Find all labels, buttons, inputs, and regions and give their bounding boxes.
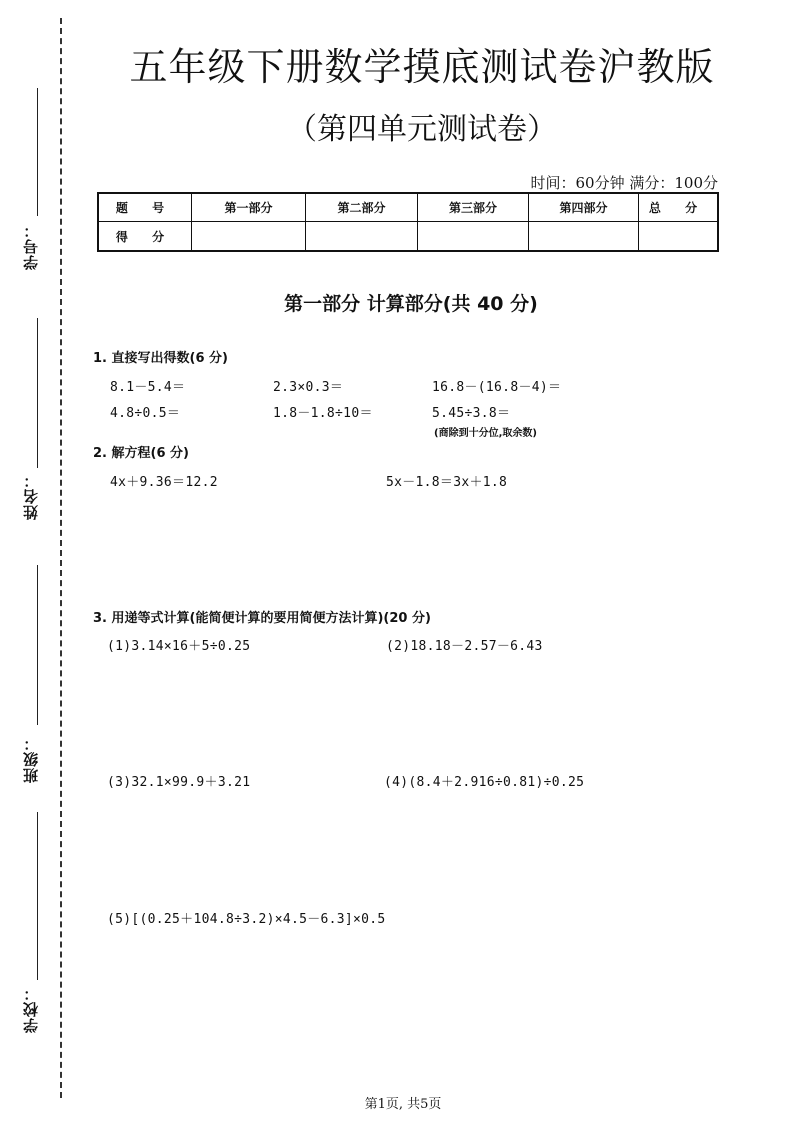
- q1-item-5: 1.8－1.8÷10＝: [273, 406, 373, 421]
- q3-item-3: (3)32.1×99.9＋3.21: [107, 775, 251, 790]
- page-footer: 第1页, 共5页: [364, 1097, 442, 1112]
- section-title: 第一部分 计算部分(共 40 分): [284, 293, 538, 315]
- header-question-number: 题 号: [98, 193, 192, 222]
- name-label: 姓名：: [22, 472, 40, 520]
- score-cell-part-1[interactable]: [192, 222, 306, 252]
- q1-item-2: 2.3×0.3＝: [273, 380, 344, 395]
- school-label: 学校：: [22, 985, 40, 1033]
- time-info: 时间：60分钟 满分：100分: [530, 174, 718, 192]
- student-id-label: 学号：: [22, 222, 40, 270]
- score-table-score-row: [98, 222, 718, 252]
- q2-equation-2: 5x－1.8＝3x＋1.8: [386, 475, 508, 490]
- row-label-score: 得 分: [98, 222, 192, 252]
- q1-item-6: 5.45÷3.8＝: [432, 406, 511, 421]
- q3-item-4: (4)(8.4＋2.916÷0.81)÷0.25: [384, 775, 585, 790]
- class-label: 班级：: [22, 735, 40, 783]
- binding-dashed-line: [60, 18, 62, 1098]
- page-title: 五年级下册数学摸底测试卷沪教版: [129, 45, 715, 89]
- q1-item-1: 8.1－5.4＝: [110, 380, 186, 395]
- q1-item-6-note: (商除到十分位,取余数): [434, 428, 537, 439]
- header-part-3: 第三部分: [418, 193, 529, 222]
- score-table-header-row: [98, 193, 718, 222]
- q3-item-5: (5)[(0.25＋104.8÷3.2)×4.5－6.3]×0.5: [107, 912, 386, 927]
- class-blank[interactable]: [37, 565, 38, 725]
- header-part-2: 第二部分: [306, 193, 418, 222]
- question-2-heading: 2. 解方程(6 分): [93, 446, 189, 461]
- school-blank[interactable]: [37, 812, 38, 980]
- question-1-heading: 1. 直接写出得数(6 分): [93, 351, 228, 366]
- page-subtitle: （第四单元测试卷）: [287, 112, 557, 147]
- q3-item-2: (2)18.18－2.57－6.43: [386, 639, 543, 654]
- q1-item-4: 4.8÷0.5＝: [110, 406, 181, 421]
- score-cell-part-2[interactable]: [306, 222, 418, 252]
- score-cell-part-3[interactable]: [418, 222, 529, 252]
- q1-item-3: 16.8－(16.8－4)＝: [432, 380, 562, 395]
- score-table: [97, 192, 719, 252]
- header-total: 总 分: [639, 193, 719, 222]
- q2-equation-1: 4x＋9.36＝12.2: [110, 475, 218, 490]
- question-3-heading: 3. 用递等式计算(能简便计算的要用简便方法计算)(20 分): [93, 611, 431, 626]
- name-blank[interactable]: [37, 318, 38, 468]
- score-cell-part-4[interactable]: [529, 222, 639, 252]
- header-part-4: 第四部分: [529, 193, 639, 222]
- header-part-1: 第一部分: [192, 193, 306, 222]
- q3-item-1: (1)3.14×16＋5÷0.25: [107, 639, 251, 654]
- score-cell-total[interactable]: [639, 222, 719, 252]
